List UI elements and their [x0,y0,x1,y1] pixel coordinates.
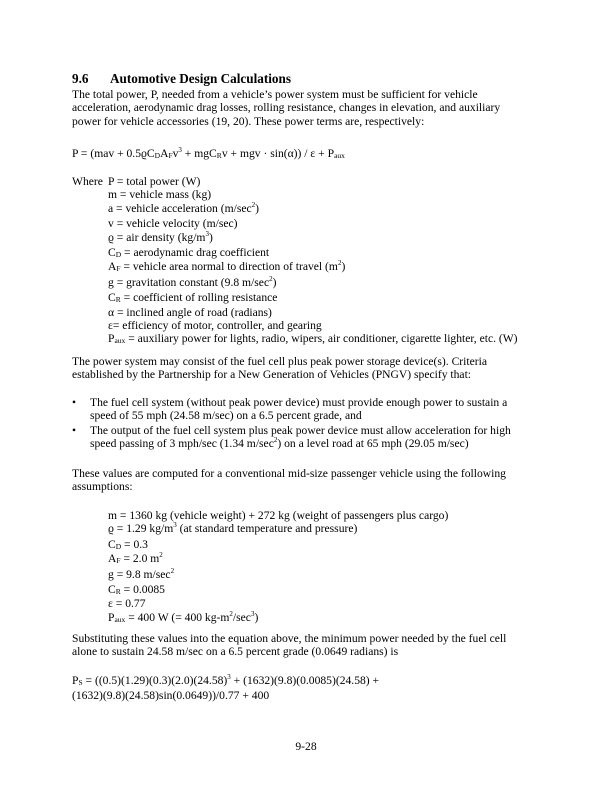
eq-sup: 3 [178,146,182,154]
assumptions-paragraph [72,467,506,494]
definition-item: $P_{aux}$ = auxiliary power for lights, radio, wipers, air conditioner, cigarette lighter, etc. (W) [108,332,518,346]
text-line: The output of the fuel cell system plus peak power device must allow acceleration for high [90,424,511,437]
section-heading [72,72,291,85]
assumption-item: ε = 0.77 [108,597,146,611]
assumption-item: $A_F = 2.0$ $m^2$ [108,551,163,566]
text-line: (1632)(9.8)(24.58)sin(0.0649))/0.77 + 400 [72,689,270,703]
eq-part: P = (mav + 0.5ϱC [72,147,155,160]
text-line: speed passing of 3 mph/sec (1.34 $m/\sec^2$) on a level road at 65 mph (29.05 m/sec) [90,436,469,451]
text-line: These values are computed for a conventional mid-size passenger vehicle using the following [72,467,506,480]
definition-item: $C_R$ = coefficient of rolling resistance [108,291,278,305]
definition-item: g = gravitation constant (9.8 $m/\sec^2$) [108,274,277,289]
assumption-item: $P_{aux} = 400$ W (= 400 $kg-m^2/\sec^3$) [108,609,259,624]
assumptions-list [108,509,448,626]
text-line: acceleration, aerodynamic drag losses, rolling resistance, changes in elevation, and auxiliary [72,101,501,115]
assumption-item: $C_D = 0.3$ [108,537,148,551]
eq-sub: aux [334,151,345,160]
definition-item: ϱ = air density $(kg/m^3)$ [108,229,213,244]
page-number: 9-28 [295,740,317,753]
definition-item: α = inclined angle of road (radians) [108,305,272,319]
assumption-item: ϱ = 1.29 $kg/m^3$ (at standard temperature and pressure) [108,521,358,536]
bullet-item [90,424,511,453]
definition-item: $C_D$ = aerodynamic drag coefficient [108,246,270,260]
text-line: power for vehicle accessories (19, 20). These power terms are, respectively: [72,114,425,128]
criteria-paragraph [72,355,487,382]
eq-sub: F [168,151,173,160]
ps-equation [72,674,379,703]
text-line: assumptions: [72,480,133,494]
eq-part: v [172,147,179,160]
text-line: Substituting these values into the equation above, the minimum power needed by the fuel cell [72,632,507,645]
assumption-item: m = 1360 kg (vehicle weight) + 272 kg (weight of passengers plus cargo) [108,509,449,522]
text-line: speed of 55 mph (24.58 m/sec) on a 6.5 percent grade, and [90,409,362,423]
text-line: $P_S = ((0.5)(1.29)(0.3)(2.0)(24.58)^3 + (1632)(9.8)(0.0085)(24.58)$ + [72,673,380,687]
assumption-item: g = 9.8 $m/\sec^2$ [108,566,175,581]
where-label: Where [72,175,103,188]
eq-part: + mgC [181,147,217,160]
substituting-paragraph [72,632,506,659]
bullet-icon: • [72,396,77,409]
power-equation [72,147,345,162]
eq-part: v + mgv · sin(α)) / ε + P [221,147,335,160]
definition-item: v = vehicle velocity (m/sec) [108,217,238,231]
intro-paragraph [72,88,500,128]
text-line: The power system may consist of the fuel cell plus peak power storage device(s). Criteria [72,355,487,368]
eq-sub: R [216,151,222,160]
definition-item: ε= efficiency of motor, controller, and gearing [108,319,322,333]
text-line: alone to sustain 24.58 m/sec on a 6.5 percent grade (0.0649 radians) is [72,645,399,659]
section-title: Automotive Design Calculations [110,71,291,86]
eq-part: A [160,147,169,160]
text-line: The total power, P, needed from a vehicle’s power system must be sufficient for vehicle [72,88,478,101]
bullet-icon: • [72,424,77,437]
definitions-list [108,175,518,347]
definition-item: m = vehicle mass (kg) [108,188,212,202]
definition-item: P = total power (W) [108,175,201,188]
definition-item: $A_F$ = vehicle area normal to direction of travel $(m^2)$ [108,259,346,274]
assumption-item: $C_R = 0.0085$ [108,583,165,597]
section-number: 9.6 [72,71,89,86]
bullet-item [90,396,507,423]
eq-sub: D [154,151,161,160]
definition-item: a = vehicle acceleration $(m/\sec^2)$ [108,200,260,215]
text-line: established by the Partnership for a New Generation of Vehicles (PNGV) specify that: [72,368,472,382]
text-line: The fuel cell system (without peak power device) must provide enough power to sustain a [90,396,508,409]
